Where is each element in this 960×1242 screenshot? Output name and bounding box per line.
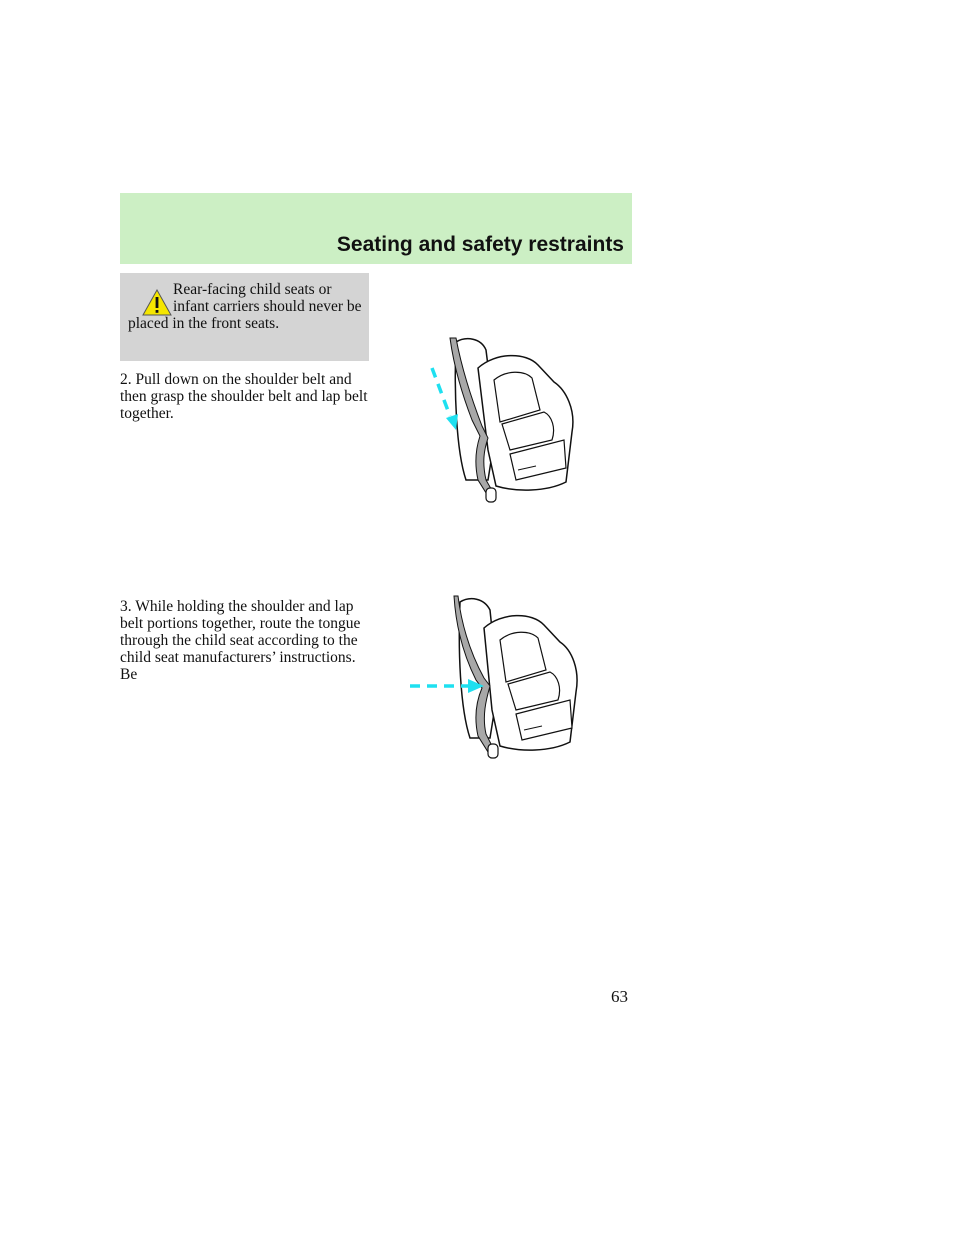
step-3-text: 3. While holding the shoulder and lap belt portions together, route the tongue through the child seat according to the child seat manufacturers’ instructions. Be <box>120 598 361 683</box>
child-seat-routing-belt-illustration <box>410 592 580 762</box>
step-2-text: 2. Pull down on the shoulder belt and then grasp the shoulder belt and lap belt together. <box>120 371 368 422</box>
warning-box <box>120 273 369 361</box>
page-number: 63 <box>611 987 628 1006</box>
child-seat-shoulder-belt-illustration <box>426 330 586 510</box>
section-title: Seating and safety restraints <box>336 233 624 256</box>
section-header-band <box>120 193 632 264</box>
warning-text: Rear-facing child seats or infant carriers should never be placed in the front seats. <box>128 281 362 332</box>
